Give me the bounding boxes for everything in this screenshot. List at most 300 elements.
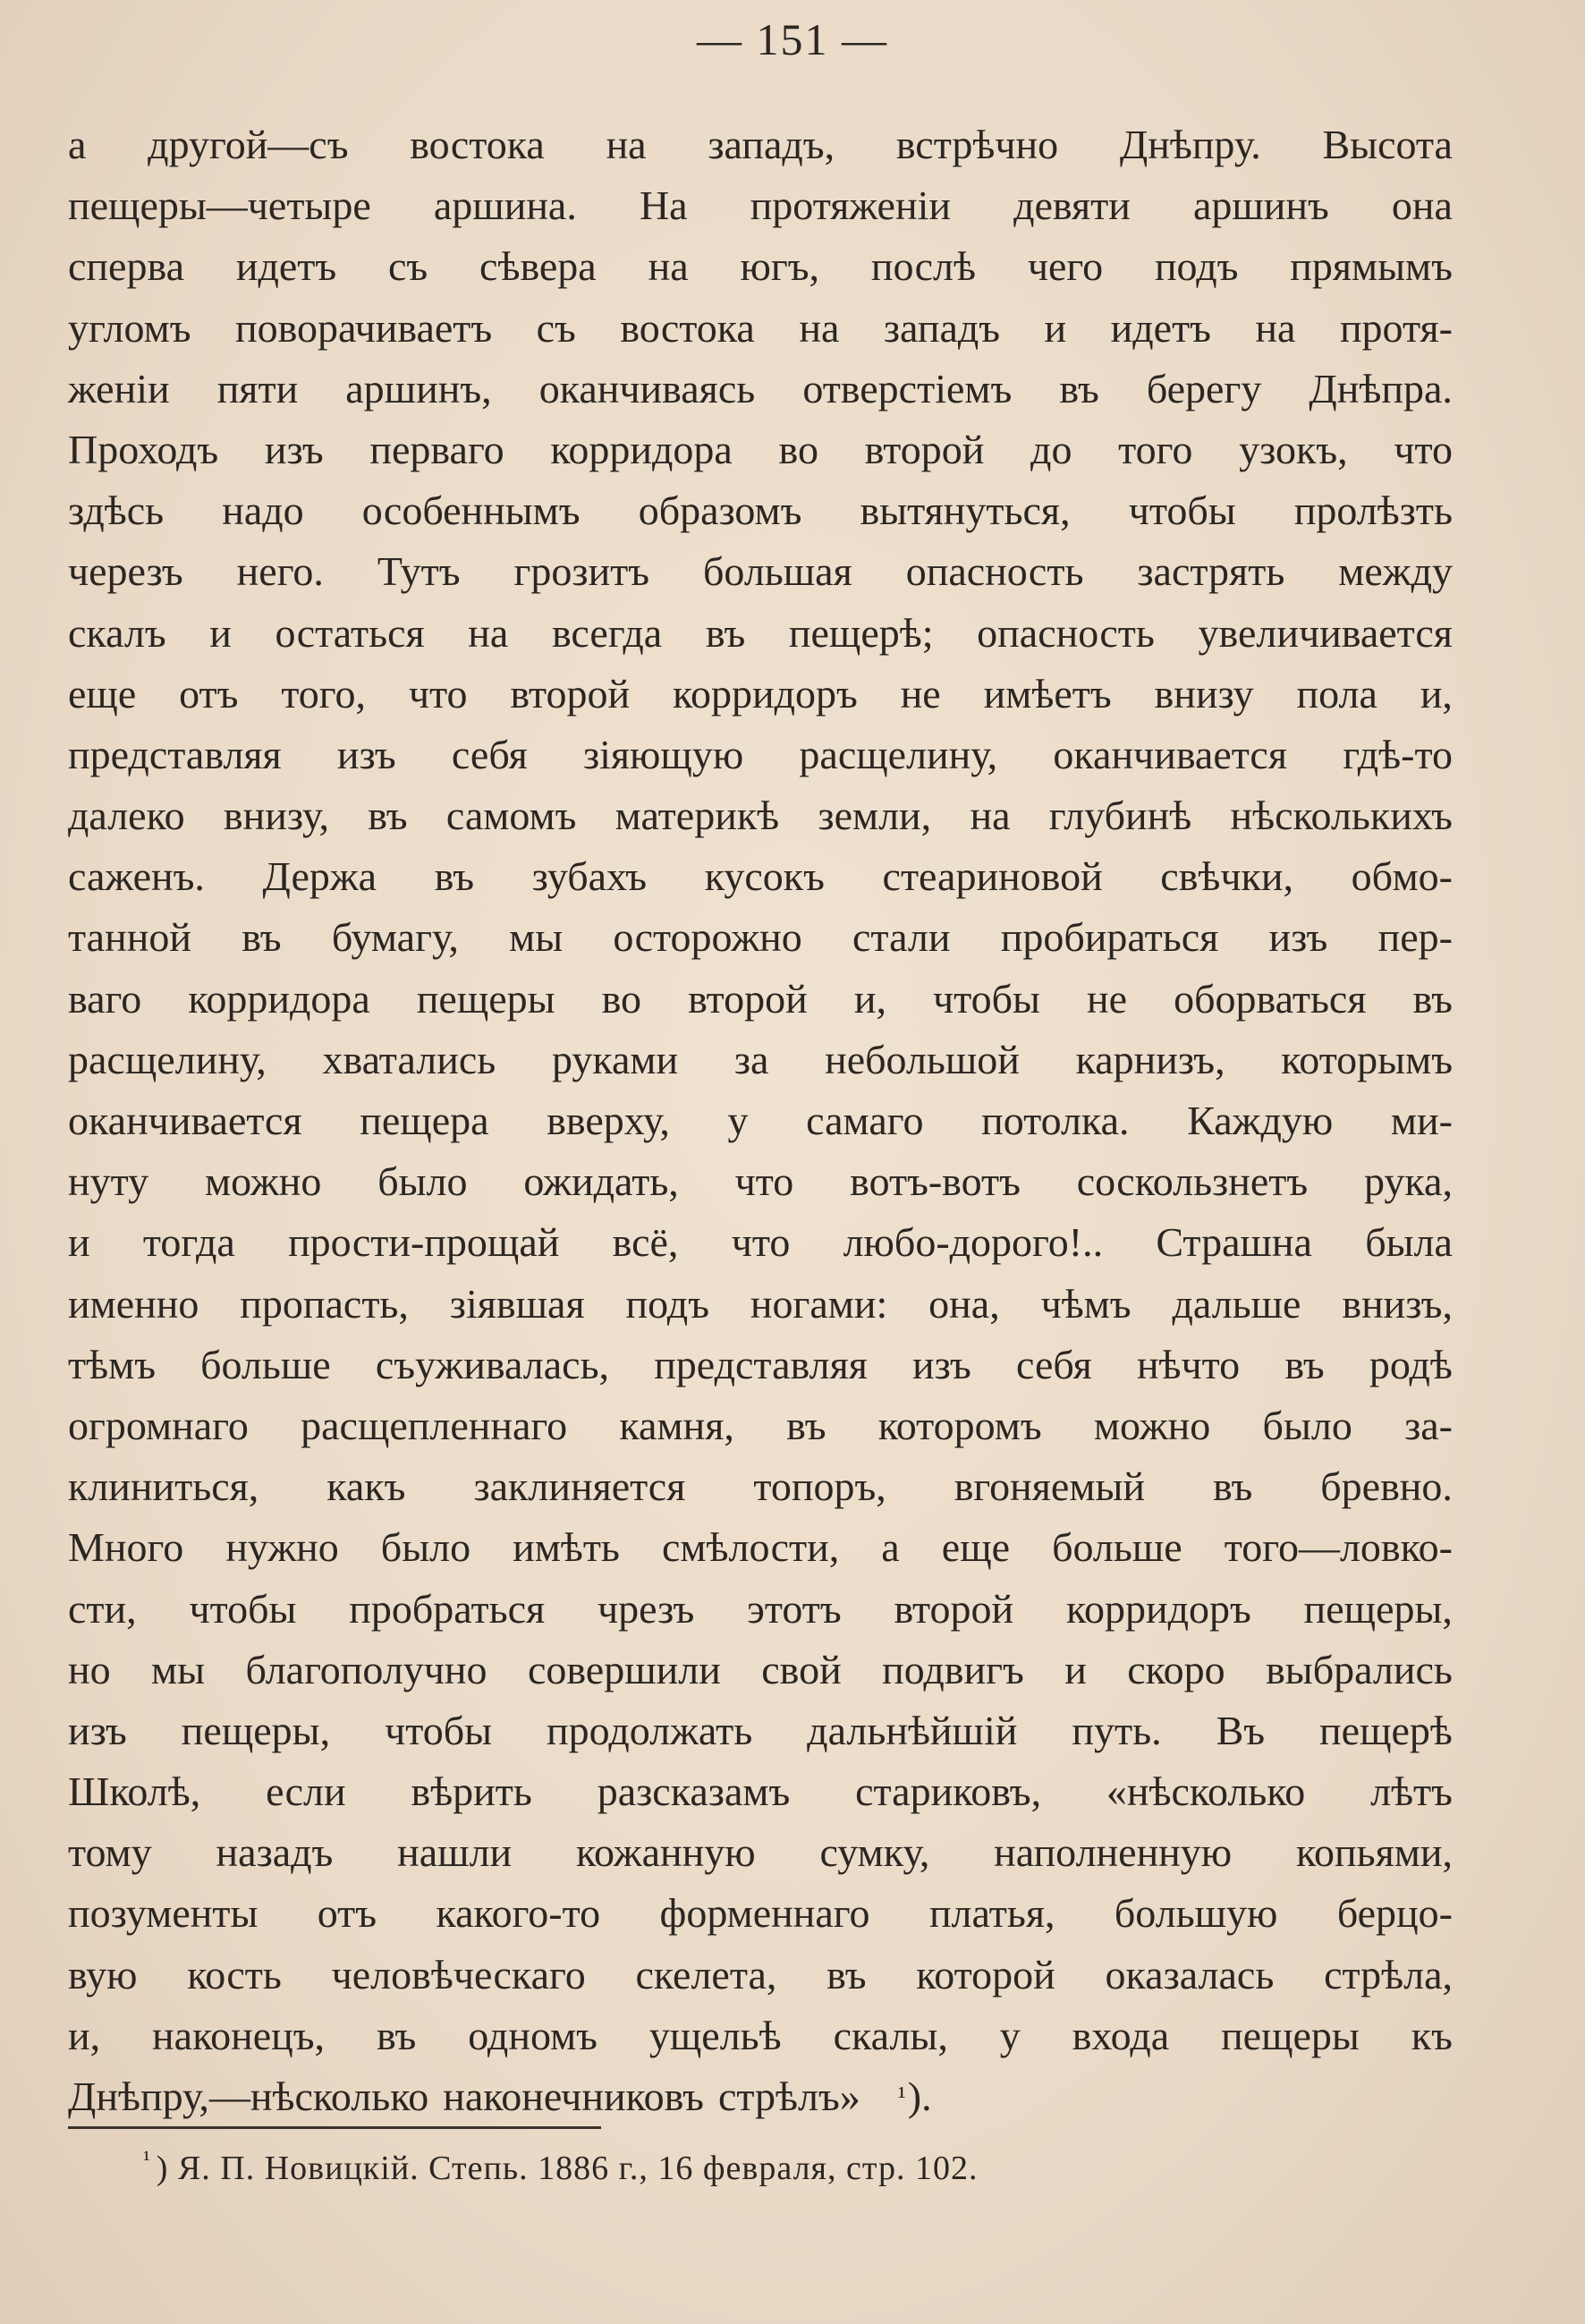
text-line <box>68 1395 1453 1456</box>
word: съуживалась, <box>375 1341 610 1387</box>
word: до <box>1030 426 1072 472</box>
word: изъ <box>912 1341 971 1387</box>
word: больше <box>1052 1524 1182 1571</box>
word: любо-дорого!.. <box>843 1219 1104 1266</box>
word: пещеры <box>416 975 555 1022</box>
word: благополучно <box>245 1646 487 1692</box>
word: ожидать, <box>523 1158 679 1205</box>
text-line <box>68 1335 1453 1395</box>
word: идетъ <box>1110 304 1211 351</box>
word: пробираться <box>1000 914 1219 961</box>
footnote-text: ) Я. П. Новицкій. Степь. 1886 г., 16 февраля, стр. 102. <box>156 2150 979 2187</box>
word: въ <box>376 2012 417 2058</box>
word: изъ <box>336 731 396 777</box>
word: которомъ <box>877 1402 1042 1448</box>
word: была <box>1365 1219 1453 1266</box>
text-line <box>68 846 1453 907</box>
word: разсказамъ <box>597 1768 791 1815</box>
word: свой <box>761 1646 842 1692</box>
word: расщелину, <box>68 1036 267 1082</box>
word: Тутъ <box>377 548 461 595</box>
word: танной <box>68 914 191 961</box>
word: чего <box>1027 243 1104 290</box>
word: подъ <box>1154 243 1239 290</box>
word: образомъ <box>638 488 802 534</box>
word: родѣ <box>1369 1341 1453 1387</box>
word: свѣчки, <box>1160 853 1294 900</box>
word: всё, <box>612 1219 679 1266</box>
word: вѣрить <box>411 1768 532 1815</box>
word: можно <box>204 1158 322 1205</box>
word: второй <box>864 426 985 472</box>
word: въ <box>1212 1463 1253 1510</box>
word: у <box>727 1098 749 1143</box>
word: Проходъ <box>68 426 219 472</box>
word: между <box>1338 548 1453 595</box>
word: себя <box>451 731 528 777</box>
word: платья, <box>928 1890 1055 1937</box>
word: въ <box>368 793 408 839</box>
word: больше <box>200 1341 331 1387</box>
word: человѣческаго <box>331 1951 586 1997</box>
word: и <box>1064 1646 1087 1692</box>
word: входа <box>1072 2012 1170 2058</box>
body-text <box>68 115 1453 2127</box>
word: отъ <box>317 1890 377 1937</box>
word: саженъ. <box>68 853 205 900</box>
word: берцо- <box>1336 1890 1453 1937</box>
word: дальше <box>1172 1280 1301 1327</box>
text-line <box>68 785 1453 846</box>
word: обмо- <box>1351 853 1453 900</box>
word: увеличивается <box>1198 609 1453 656</box>
word: протя- <box>1339 304 1453 351</box>
word: за <box>733 1036 769 1082</box>
word: него. <box>236 548 324 595</box>
footnote-rule <box>68 2126 601 2129</box>
word: девяти <box>1013 182 1131 229</box>
word: оканчиваясь <box>538 365 756 411</box>
word: пещеры, <box>181 1707 331 1753</box>
word: на <box>1255 304 1296 351</box>
word: сперва <box>68 243 184 290</box>
word: если <box>266 1768 346 1815</box>
word: осторожно <box>613 914 802 961</box>
word: сѣвера <box>479 243 597 290</box>
word: На <box>639 182 688 229</box>
word: расщелину, <box>799 731 998 777</box>
word: бревно. <box>1320 1463 1453 1510</box>
word: отверстіемъ <box>802 365 1013 411</box>
word: глубинѣ <box>1048 793 1192 839</box>
word: самомъ <box>445 793 577 839</box>
word: тому <box>68 1829 152 1876</box>
word: тогда <box>142 1219 235 1266</box>
word: на <box>970 793 1011 839</box>
text-line <box>68 175 1453 236</box>
text-line <box>68 1945 1453 2006</box>
word: опасность <box>977 609 1155 656</box>
word: которымъ <box>1281 1036 1453 1082</box>
word: большая <box>703 548 852 595</box>
word: вытянуться, <box>860 488 1071 534</box>
word: оканчивается <box>1053 731 1287 777</box>
word: вверху, <box>547 1098 670 1143</box>
word: чтобы <box>1128 488 1236 534</box>
word: аршина. <box>433 182 577 229</box>
word: чрезъ <box>597 1585 695 1632</box>
word: Каждую <box>1187 1098 1334 1143</box>
word: зіявшая <box>449 1280 585 1327</box>
word: топоръ, <box>753 1463 886 1510</box>
word: узокъ, <box>1239 426 1348 472</box>
word: вотъ-вотъ <box>850 1158 1021 1205</box>
word: угломъ <box>68 304 191 351</box>
text-line <box>68 1212 1453 1273</box>
word: пещерѣ <box>1319 1707 1453 1753</box>
word: на <box>799 304 840 351</box>
word: аршинъ, <box>345 365 492 411</box>
word: и, <box>853 975 886 1022</box>
word: совершили <box>527 1646 721 1692</box>
word: тѣмъ <box>68 1341 156 1387</box>
word: чтобы <box>933 975 1040 1022</box>
text-line <box>68 1822 1453 1883</box>
text-line <box>68 2006 1453 2066</box>
word: идетъ <box>235 243 337 290</box>
word: кость <box>187 1951 282 1997</box>
word: материкѣ <box>615 793 780 839</box>
word: нѣчто <box>1136 1341 1241 1387</box>
word: всегда <box>551 609 663 656</box>
word: въ <box>1284 1341 1325 1387</box>
word: второй <box>510 670 631 717</box>
word: стариковъ, <box>855 1768 1042 1815</box>
word: она, <box>928 1280 1000 1327</box>
word: можно <box>1093 1402 1211 1448</box>
text-line <box>68 969 1453 1030</box>
text-line <box>68 115 1453 175</box>
word: чтобы <box>385 1707 493 1753</box>
word: того <box>1118 426 1193 472</box>
word: оканчивается <box>68 1098 302 1143</box>
word: и <box>68 1219 90 1266</box>
word: пещера <box>360 1098 489 1143</box>
text-line <box>68 1701 1453 1761</box>
word: подъ <box>625 1280 709 1327</box>
word: стрѣла, <box>1324 1951 1453 1997</box>
word: оказалась <box>1105 1951 1275 1997</box>
word: во <box>778 426 818 472</box>
word: здѣсь <box>68 488 165 534</box>
word: не <box>1087 975 1128 1022</box>
word: пещеры, <box>1303 1585 1453 1632</box>
word: съ <box>536 304 576 351</box>
word: нашли <box>397 1829 513 1876</box>
word: остаться <box>275 609 425 656</box>
word: дальнѣйшій <box>807 1707 1018 1753</box>
word: соскользнетъ <box>1076 1158 1309 1205</box>
text-line <box>68 725 1453 785</box>
word: Днѣпру. <box>1119 122 1261 167</box>
word: карнизъ, <box>1075 1036 1225 1082</box>
word: во <box>601 975 642 1022</box>
word: пола <box>1296 670 1377 717</box>
word: того—ловко- <box>1224 1524 1453 1571</box>
word: еще <box>941 1524 1011 1571</box>
word: Много <box>68 1524 184 1571</box>
word: въ <box>786 1402 826 1448</box>
word: большую <box>1114 1890 1278 1937</box>
word: опасность <box>905 548 1084 595</box>
word: заклиняется <box>473 1463 686 1510</box>
word: наполненную <box>994 1829 1233 1876</box>
word: ми- <box>1390 1098 1453 1143</box>
word: скелета, <box>635 1951 777 1997</box>
word: другой—съ <box>148 122 349 167</box>
word: какъ <box>326 1463 406 1510</box>
word: югъ, <box>740 243 819 290</box>
word: вгоняемый <box>954 1463 1145 1510</box>
word: какого-то <box>436 1890 601 1937</box>
word: перваго <box>369 426 504 472</box>
footnote-marker: ¹ <box>143 2146 151 2172</box>
word: бумагу, <box>331 914 459 961</box>
word: корридоръ <box>672 670 858 717</box>
word: къ <box>1411 2012 1453 2058</box>
text-line <box>68 1456 1453 1517</box>
word: въ <box>434 853 475 900</box>
word: оборваться <box>1174 975 1367 1022</box>
word: потолка. <box>981 1098 1130 1143</box>
word: Днѣпра. <box>1309 365 1453 411</box>
word: что <box>734 1158 794 1205</box>
footnote-reference: ¹ <box>897 2082 906 2111</box>
word: изъ <box>68 1707 127 1753</box>
word: ногами: <box>750 1280 888 1327</box>
word: прости-прощай <box>288 1219 560 1266</box>
word: смѣлости, <box>661 1524 840 1571</box>
word: съ <box>388 243 428 290</box>
word: стали <box>852 914 951 961</box>
word: скоро <box>1127 1646 1225 1692</box>
word: представляя <box>68 731 282 777</box>
word: и, <box>68 2012 101 2058</box>
text-line <box>68 1274 1453 1335</box>
word: назадъ <box>216 1829 334 1876</box>
word: послѣ <box>870 243 976 290</box>
word: мы <box>151 1646 206 1692</box>
word: Страшна <box>1156 1219 1312 1266</box>
word: зіяющую <box>582 731 744 777</box>
word: а <box>68 122 87 167</box>
word: западъ <box>883 304 1001 351</box>
word: мы <box>509 914 564 961</box>
text-line <box>68 603 1453 664</box>
word: далеко <box>68 793 185 839</box>
word: не <box>900 670 941 717</box>
word: Въ <box>1216 1707 1266 1753</box>
word: себя <box>1015 1341 1092 1387</box>
word: имѣть <box>513 1524 620 1571</box>
word: зубахъ <box>531 853 648 900</box>
word: а <box>881 1524 900 1571</box>
word: грозитъ <box>513 548 650 595</box>
text-line <box>68 359 1453 420</box>
word: и <box>209 609 232 656</box>
word: клиниться, <box>68 1463 259 1510</box>
text-line <box>68 1090 1453 1151</box>
word: ущельѣ <box>648 2012 782 2058</box>
word: пещерѣ; <box>788 609 934 656</box>
word: которой <box>916 1951 1055 1997</box>
text-line <box>68 420 1453 480</box>
word: было <box>1262 1402 1352 1448</box>
text-line <box>68 2066 1453 2127</box>
text-line <box>68 1517 1453 1578</box>
word: прямымъ <box>1290 243 1453 290</box>
text-line <box>68 1640 1453 1701</box>
word: она <box>1391 182 1453 229</box>
word: пещеры <box>1221 2012 1360 2058</box>
word: огромнаго <box>68 1402 249 1448</box>
text-line <box>68 480 1453 541</box>
word: что <box>408 670 468 717</box>
word: востока <box>620 304 755 351</box>
word: подвигъ <box>882 1646 1024 1692</box>
word: застрять <box>1137 548 1285 595</box>
word: отъ <box>179 670 239 717</box>
word: вую <box>68 1951 138 1997</box>
word: у <box>999 2012 1021 2058</box>
word: женіи <box>68 365 170 411</box>
word: наконецъ, <box>152 2012 326 2058</box>
word: того, <box>281 670 367 717</box>
word: одномъ <box>468 2012 598 2058</box>
text-line <box>68 907 1453 968</box>
word: выбрались <box>1266 1646 1453 1692</box>
word: пер- <box>1377 914 1453 961</box>
word: продолжать <box>547 1707 753 1753</box>
word: путь. <box>1072 1707 1162 1753</box>
word: было <box>380 1524 471 1571</box>
word: еще <box>68 670 137 717</box>
word: изъ <box>1268 914 1328 961</box>
word: имѣетъ <box>983 670 1112 717</box>
word: нужно <box>225 1524 339 1571</box>
word: корридора <box>550 426 733 472</box>
word: второй <box>688 975 808 1022</box>
word: гдѣ-то <box>1343 731 1453 777</box>
word: кусокъ <box>704 853 825 900</box>
word: скалы, <box>833 2012 948 2058</box>
word: пещеры—четыре <box>68 182 371 229</box>
word: западъ, <box>708 122 835 167</box>
text-line <box>68 1883 1453 1944</box>
text-line <box>68 664 1453 725</box>
word: позументы <box>68 1890 259 1937</box>
word: «нѣсколько <box>1106 1768 1306 1815</box>
word: надо <box>222 488 304 534</box>
word: рука, <box>1364 1158 1453 1205</box>
word: берегу <box>1146 365 1262 411</box>
word: камня, <box>619 1402 734 1448</box>
word: копьями, <box>1295 1829 1453 1876</box>
word: въ <box>826 1951 867 1997</box>
text-line <box>68 1151 1453 1212</box>
word: форменнаго <box>659 1890 870 1937</box>
word: именно <box>68 1280 199 1327</box>
word: Днѣпру,—нѣсколько <box>68 2074 429 2119</box>
word: въ <box>705 609 746 656</box>
word: наконечниковъ <box>443 2074 704 2119</box>
word: руками <box>551 1036 679 1082</box>
word: корридора <box>188 975 370 1022</box>
word: было <box>377 1158 468 1205</box>
text-line <box>68 1761 1453 1822</box>
word: пролѣзть <box>1293 488 1453 534</box>
text-line <box>68 541 1453 602</box>
word: въ <box>1059 365 1099 411</box>
word: и, <box>1420 670 1453 717</box>
word: что <box>1394 426 1453 472</box>
text-line <box>68 1030 1453 1090</box>
word: встрѣчно <box>895 122 1059 167</box>
word: чѣмъ <box>1040 1280 1132 1327</box>
word: Высота <box>1322 122 1453 167</box>
word: нуту <box>68 1158 149 1205</box>
word: внизъ, <box>1342 1280 1453 1327</box>
word: сти, <box>68 1585 137 1632</box>
word: представляя <box>654 1341 868 1387</box>
word: черезъ <box>68 548 183 595</box>
word: но <box>68 1646 111 1692</box>
word: поворачиваетъ <box>234 304 493 351</box>
word: аршинъ <box>1192 182 1329 229</box>
word: расщепленнаго <box>301 1402 568 1448</box>
word: стеариновой <box>882 853 1103 900</box>
text-line <box>68 1579 1453 1640</box>
closing-punctuation: ). <box>907 2074 932 2119</box>
word: въ <box>242 914 282 961</box>
word: сумку, <box>819 1829 930 1876</box>
page-number: — 151 — <box>697 14 888 64</box>
word: внизу, <box>223 793 329 839</box>
word: внизу <box>1154 670 1254 717</box>
word: востока <box>410 122 545 167</box>
word: на <box>606 122 647 167</box>
word: что <box>731 1219 791 1266</box>
word: и <box>1044 304 1067 351</box>
word: нѣсколькихъ <box>1230 793 1453 839</box>
word: Держа <box>262 853 377 900</box>
word: этотъ <box>747 1585 842 1632</box>
word: ваго <box>68 975 142 1022</box>
word: хватались <box>322 1036 496 1082</box>
word: земли, <box>818 793 932 839</box>
word: въ <box>1412 975 1453 1022</box>
word: на <box>468 609 509 656</box>
word: пробраться <box>349 1585 546 1632</box>
word: второй <box>894 1585 1014 1632</box>
word: пяти <box>216 365 299 411</box>
word: изъ <box>264 426 324 472</box>
word: за- <box>1404 1402 1453 1448</box>
text-line <box>68 298 1453 359</box>
word: небольшой <box>825 1036 1020 1082</box>
word: особеннымъ <box>361 488 581 534</box>
word: пропасть, <box>240 1280 409 1327</box>
